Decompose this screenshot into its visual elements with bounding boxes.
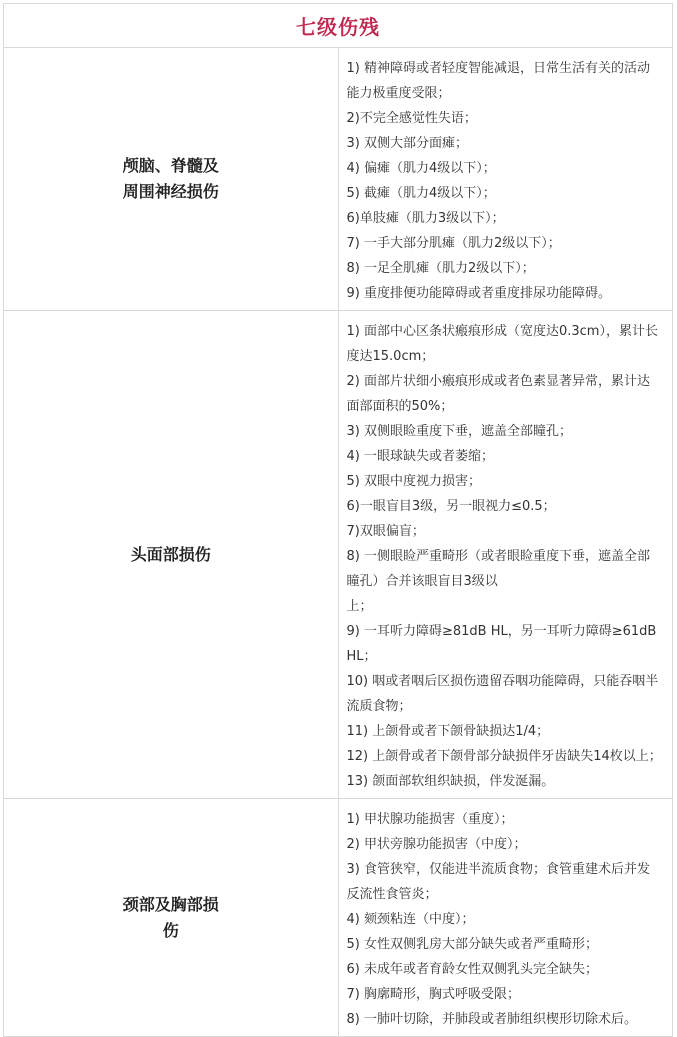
category-line: 周围神经损伤 <box>122 182 219 201</box>
table-title-row <box>4 4 673 48</box>
list-item: 4) 颏颈粘连（中度）； <box>346 912 475 927</box>
table-row-neck-chest <box>4 799 673 1037</box>
list-item: 3) 食管狭窄，仅能进半流质食物；食管重建术后并发反流性食管炎； <box>346 862 650 902</box>
category-line: 颅脑、脊髓及 <box>122 156 219 175</box>
list-item: 4) 偏瘫（肌力4级以下）； <box>346 161 496 176</box>
disability-grade-table <box>3 3 673 1037</box>
list-item: 2)不完全感觉性失语； <box>346 111 477 126</box>
list-item: 10) 咽或者咽后区损伤遗留吞咽功能障碍，只能吞咽半流质食物； <box>346 674 659 714</box>
category-cell-neuro <box>4 48 339 311</box>
list-item: 6)一眼盲目3级，另一眼视力≤0.5； <box>346 499 556 514</box>
list-item: 9) 一耳听力障碍≥81dB HL，另一耳听力障碍≥61dB HL； <box>346 624 657 664</box>
list-item: 5) 双眼中度视力损害； <box>346 474 481 489</box>
items-cell-neck-chest <box>338 799 673 1037</box>
list-item: 5) 女性双侧乳房大部分缺失或者严重畸形； <box>346 937 598 952</box>
category-line: 伤 <box>162 920 179 940</box>
list-item: 12) 上颌骨或者下颌骨部分缺损伴牙齿缺失14枚以上； <box>346 749 662 764</box>
list-item: 3) 双侧大部分面瘫； <box>346 136 468 151</box>
category-cell-head-face <box>4 311 339 799</box>
list-item: 4) 一眼球缺失或者萎缩； <box>346 449 494 464</box>
list-item: 8) 一肺叶切除，并肺段或者肺组织楔形切除术后。 <box>346 1012 637 1027</box>
disability-grade-table-wrapper <box>3 3 673 1037</box>
list-item: 3) 双侧眼睑重度下垂，遮盖全部瞳孔； <box>346 424 572 439</box>
category-cell-neck-chest <box>4 799 339 1037</box>
list-item: 2) 甲状旁腺功能损害（中度）； <box>346 837 527 852</box>
items-cell-head-face <box>338 311 673 799</box>
category-line: 头面部损伤 <box>130 544 211 564</box>
category-line: 颈部及胸部损 <box>122 894 219 914</box>
items-cell-neuro <box>338 48 673 311</box>
list-item: 上； <box>346 599 373 614</box>
list-item: 11) 上颌骨或者下颌骨缺损达1/4； <box>346 724 550 739</box>
list-item: 7) 一手大部分肌瘫（肌力2级以下）； <box>346 236 561 251</box>
list-item: 8) 一侧眼睑严重畸形（或者眼睑重度下垂，遮盖全部瞳孔）合并该眼盲目3级以 <box>346 549 650 589</box>
list-item: 9) 重度排便功能障碍或者重度排尿功能障碍。 <box>346 286 611 301</box>
table-row-head-face <box>4 311 673 799</box>
table-row-neuro <box>4 48 673 311</box>
list-item: 5) 截瘫（肌力4级以下）； <box>346 186 496 201</box>
list-item: 1) 甲状腺功能损害（重度）； <box>346 812 514 827</box>
list-item: 1) 面部中心区条状瘢痕形成（宽度达0.3cm），累计长度达15.0cm； <box>346 324 658 364</box>
list-item: 6) 未成年或者育龄女性双侧乳头完全缺失； <box>346 962 598 977</box>
list-item: 7)双眼偏盲； <box>346 524 425 539</box>
list-item: 2) 面部片状细小瘢痕形成或者色素显著异常，累计达面部面积的50%； <box>346 374 650 414</box>
list-item: 13) 颌面部软组织缺损，伴发涎漏。 <box>346 774 555 789</box>
list-item: 6)单肢瘫（肌力3级以下）； <box>346 211 505 226</box>
list-item: 7) 胸廓畸形，胸式呼吸受限； <box>346 987 520 1002</box>
list-item: 8) 一足全肌瘫（肌力2级以下）； <box>346 261 535 276</box>
table-title: 七级伤残 <box>4 4 673 48</box>
list-item: 1) 精神障碍或者轻度智能减退，日常生活有关的活动能力极重度受限； <box>346 61 650 101</box>
